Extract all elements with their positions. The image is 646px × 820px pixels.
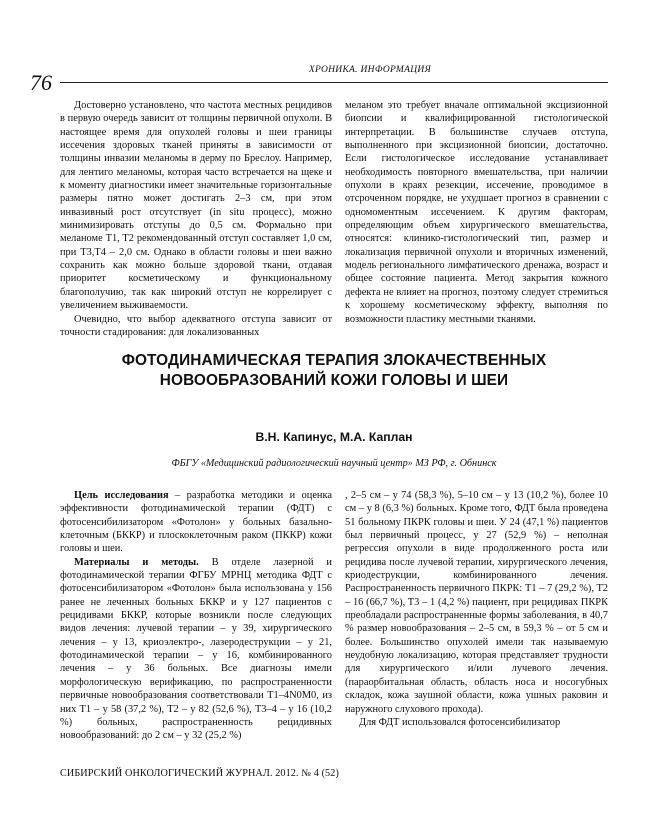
running-title: ХРОНИКА. ИНФОРМАЦИЯ	[308, 65, 432, 75]
body-paragraph: Очевидно, что выбор адекватного отступа зависит от точности стадирования: для локализованных	[60, 313, 332, 338]
body-paragraph: Для ФДТ использовался фотосенсибилизатор	[359, 716, 561, 728]
article-authors: В.Н. Капинус, М.А. Каплан	[255, 430, 413, 444]
abstract-left-column	[60, 489, 332, 743]
article-affiliation: ФБГУ «Медицинский радиологический научный центр» МЗ РФ, г. Обнинск	[171, 458, 497, 469]
header-rule	[60, 82, 608, 83]
previous-article-left-column	[60, 99, 332, 339]
methods-paragraph	[60, 556, 332, 743]
aim-text: – разработка методики и оценка эффективности фотодинамической терапии (ФДТ) с фотосенсибилизатором «Фотолон» у больных базально-клеточным (БККР) и плоскоклеточным раком (ПККР) кожи головы и шеи.	[60, 490, 332, 555]
body-paragraph: меланом это требует вначале оптимальной эксцизионной биопсии и квалифицированной гистологической интерпретации. В большинстве случаев отступа, выполненного при эксцизионной биопсии, достаточно. Если гистологическое исследование устанавливает необходимость повторного вмешательства, при наличии опухоли в краях резекции, иссечение, проводимое в отсроченном порядке, не ухудшает прогноз в сравнении с одномоментным иссечением. К другим факторам, определяющим объем хирургического вмешательства, относятся: клинико-гистологический тип, размер и локализация первичной опухоли и вторичных изменений, модель регионального лимфатического дренажа, возраст и общее состояние пациента. Метод закрытия кожного дефекта не влияет на прогноз, поэтому следует стремиться к хорошему косметическому эффекту, выполняя по возможности пластику местными тканями.	[345, 100, 608, 325]
previous-article-right-column	[345, 99, 608, 326]
methods-label: Материалы и методы.	[74, 556, 199, 568]
body-paragraph: , 2–5 см – у 74 (58,3 %), 5–10 см – у 13 (10,2 %), более 10 см – у 8 (6,3 %) больных. Кроме того, ФДТ была проведена 51 больному ПКРК головы и шеи. У 24 (47,1 %) пациентов был первичный процесс, у 27 (52,9 %) – неполная регрессия опухоли в виде продолженного роста или рецидива после лучевой терапии, хирургического лечения, криодеструкции, комбинированного лечения. Распространенность первичного ПКРК: T1 – 7 (29,2 %), T2 – 16 (66,7 %), T3 – 1 (4,2 %) пациент, при рецидивах ПКРК преобладали распространенные формы заболевания, в 40,7 % размер новообразования – 2–5 см, в 59,3 % – от 5 см и более. Большинство опухолей имели так называемую неудобную локализацию, которая представляет трудности для хирургического и/или лучевого лечения. (параорбитальная область, область носа и носогубных складок, кожа заушной области, кожа ушных раковин и наружного слухового прохода).	[345, 490, 608, 715]
aim-label: Цель исследования	[74, 490, 169, 501]
article-title: ФОТОДИНАМИЧЕСКАЯ ТЕРАПИЯ ЗЛОКАЧЕСТВЕННЫХ НОВООБРАЗОВАНИЙ КОЖИ ГОЛОВЫ И ШЕИ	[121, 352, 547, 389]
body-paragraph: Достоверно установлено, что частота местных рецидивов в первую очередь зависит от толщины первичной опухоли. В настоящее время для опухолей головы и шеи границы иссечения здоровых тканей приняты в зависимости от толщины инвазии меланомы в дерму по Бреслоу. Например, для лентиго меланомы, которая часто встречается на щеке и к моменту диагностики имеет значительные горизонтальные размеры пятно может достигать 2–3 см, при этом инвазивный рост отсутствует (in situ процесс), можно минимизировать отступы до 0,5 см. Формально при меланоме T1, T2 рекомендованный отступ составляет 1,0 см, при T3,T4 – 2,0 см. Однако в области головы и шеи важно сохранить как можно больше здоровой ткани, отдавая приоритет косметическому и функциональному благополучию, так как широкий отступ не коррелирует с увеличением выживаемости.	[60, 100, 332, 312]
methods-text: В отделе лазерной и фотодинамической терапии ФГБУ МРНЦ методика ФДТ с фотосенсибилизатором «Фотолон» была использована у 156 ранее не леченных больных БККР и у 127 пациентов с рецидивами БККР, которые возникли после следующих видов лечения: лучевой терапии – у 39, хирургического лечения – у 13, криоэлектро-, лазеродеструкции – у 21, фотодинамической терапии – у 16, комбинированного лечения – у 36 больных. Все диагнозы имели морфологическую верификацию, по распространенности первичные новообразования соответствовали T1–4N0M0, из них T1 – у 58 (37,2 %), T2 – у 82 (52,6 %), T3–4 – у 16 (10,2 %) больных, распространенность рецидивных новообразований: до 2 см – у 32 (25,2 %)	[60, 556, 332, 742]
aim-paragraph	[60, 489, 332, 556]
abstract-right-column	[345, 489, 608, 729]
page-number: 76	[30, 70, 52, 95]
journal-footer: СИБИРСКИЙ ОНКОЛОГИЧЕСКИЙ ЖУРНАЛ. 2012. № 4 (52)	[60, 768, 339, 779]
